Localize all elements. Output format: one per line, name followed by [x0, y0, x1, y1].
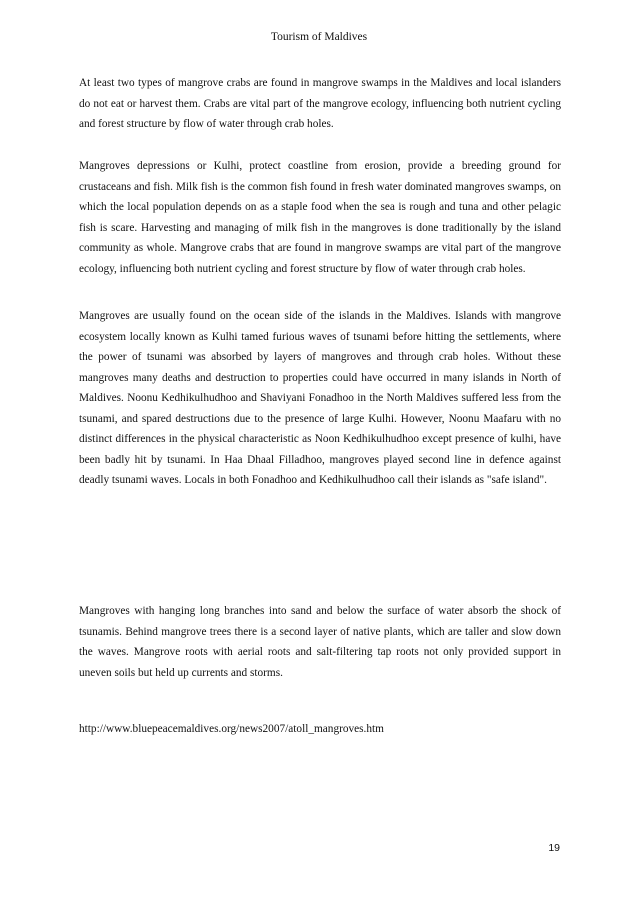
paragraph-mangrove-roots: Mangroves with hanging long branches into sand and below the surface of water absorb the shock of tsunamis. Behind mangrove trees there is a second layer of native plants, which are taller and slow down the waves. Mangrove roots with aerial roots and salt-filtering tap roots not only provided support in uneven soils but held up currents and storms.	[79, 605, 561, 679]
page-header-title: Tourism of Maldives	[270, 31, 368, 43]
paragraph-mangrove-depressions: Mangroves depressions or Kulhi, protect coastline from erosion, provide a breeding ground for crustaceans and fish. Milk fish is the common fish found in fresh water dominated mangroves swamps, on which the local population depends on as a staple food when the sea is rough and tuna and other pelagic fish is scare. Harvesting and managing of milk fish in the mangroves is done traditionally by the island community as whole. Mangrove crabs that are found in mangrove swamps are vital part of the mangrove ecology, influencing both nutrient cycling and forest structure by flow of water through crab holes.	[79, 160, 561, 275]
page-number: 19	[548, 842, 560, 854]
paragraph-tsunami-protection: Mangroves are usually found on the ocean side of the islands in the Maldives. Islands with mangrove ecosystem locally known as Kulhi tamed furious waves of tsunami before hitting the settlements, where the power of tsunami was absorbed by layers of mangroves and through crab holes. Without these mangroves many deaths and destruction to properties could have occurred in many islands in North of Maldives. Noonu Kedhikulhudhoo and Shaviyani Fonadhoo in the North Maldives suffered less from the tsunami, and spared destructions due to the presence of large Kulhi. However, Noonu Maafaru with no distinct differences in the physical characteristic as Noon Kedhikulhudhoo except presence of kulhi, have been badly hit by tsunami. In Haa Dhaal Filladhoo, mangroves played second line in defence against deadly tsunami waves. Locals in both Fonadhoo and Kedhikulhudhoo call their islands as "safe island".	[79, 310, 561, 486]
source-link[interactable]: http://www.bluepeacemaldives.org/news2007/atoll_mangroves.htm	[79, 723, 384, 735]
paragraph-mangrove-crabs: At least two types of mangrove crabs are found in mangrove swamps in the Maldives and local islanders do not eat or harvest them. Crabs are vital part of the mangrove ecology, influencing both nutrient cycling and forest structure by flow of water through crab holes.	[79, 77, 561, 130]
